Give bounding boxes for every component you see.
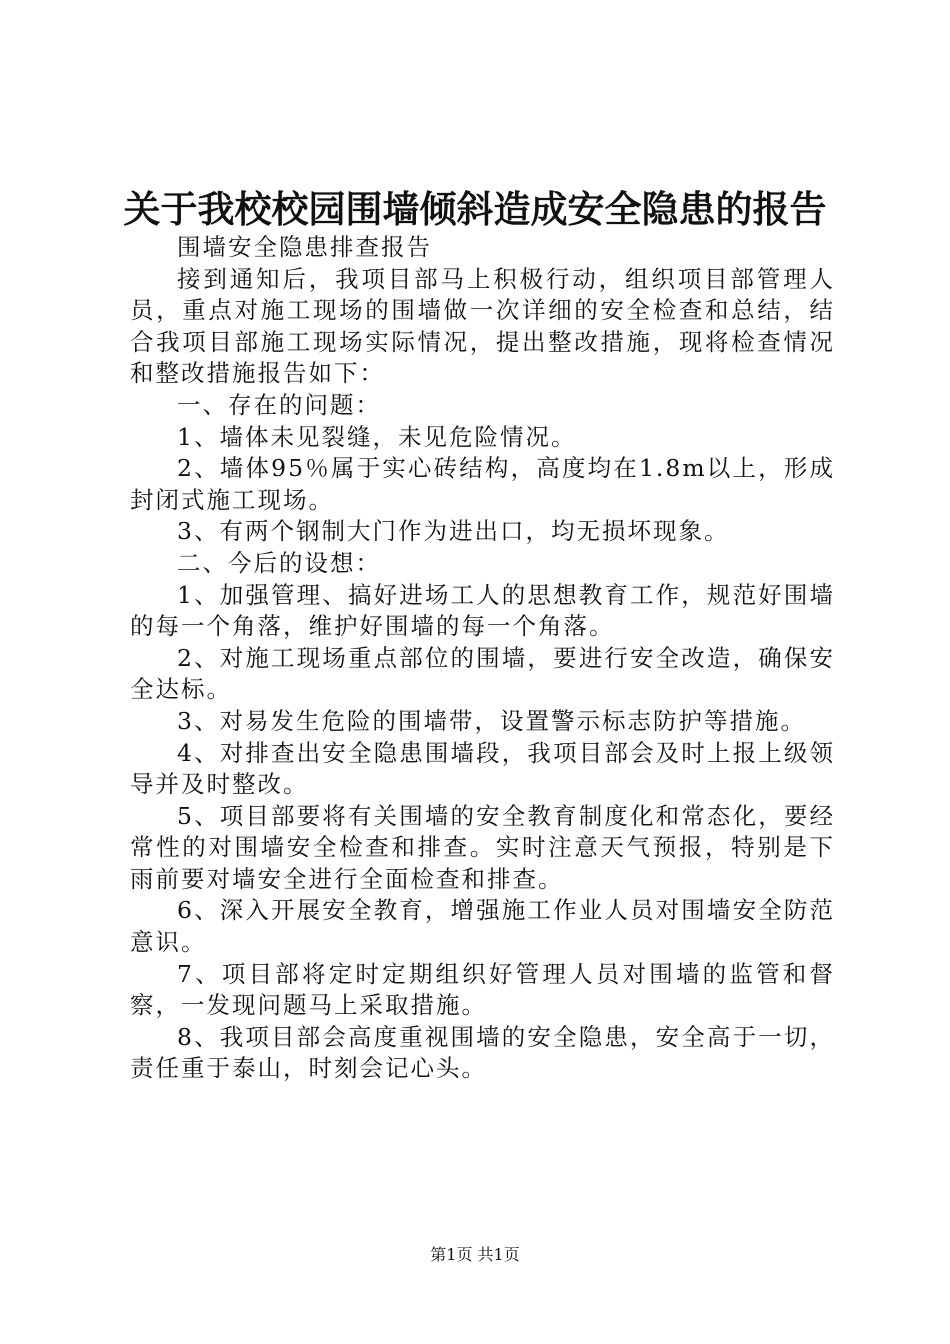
problem-item-2: 2、墙体95％属于实心砖结构，高度均在1.8m以上，形成封闭式施工现场。 [130,454,835,514]
plan-item-6: 6、深入开展安全教育，增强施工作业人员对围墙安全防范意识。 [130,896,835,957]
plan-item-1: 1、加强管理、搞好进场工人的思想教育工作，规范好围墙的每一个角落，维护好围墙的每一个角落。 [130,580,835,641]
section-heading-problems: 一、存在的问题： [177,390,381,419]
document-title: 关于我校校园围墙倾斜造成安全隐患的报告 [123,187,827,231]
document-body [130,232,835,1085]
plan-item-4: 4、对排查出安全隐患围墙段，我项目部会及时上报上级领导并及时整改。 [130,738,835,799]
paragraph-subtitle: 围墙安全隐患排查报告 [177,233,432,261]
plan-item-2: 2、对施工现场重点部位的围墙，要进行安全改造，确保安全达标。 [130,643,835,704]
page-number-footer: 第1页 共1页 [430,1245,520,1264]
paragraph-intro: 接到通知后，我项目部马上积极行动，组织项目部管理人员，重点对施工现场的围墙做一次详细的安全检查和总结，结合我项目部施工现场实际情况，提出整改措施，现将检查情况和整改措施报告如下： [130,264,835,388]
section-heading-plans: 二、今后的设想： [177,548,381,577]
plan-item-3: 3、对易发生危险的围墙带，设置警示标志防护等措施。 [177,706,806,735]
plan-item-7: 7、项目部将定时定期组织好管理人员对围墙的监管和督察，一发现问题马上采取措施。 [130,959,835,1020]
problem-item-3: 3、有两个钢制大门作为进出口，均无损坏现象。 [177,517,730,546]
plan-item-8: 8、我项目部会高度重视围墙的安全隐患，安全高于一切，责任重于泰山，时刻会记心头。 [130,1022,835,1083]
plan-item-5: 5、项目部要将有关围墙的安全教育制度化和常态化，要经常性的对围墙安全检查和排查。实时注意天气预报，特别是下雨前要对墙安全进行全面检查和排查。 [130,801,835,893]
problem-item-1: 1、墙体未见裂缝，未见危险情况。 [177,422,577,451]
